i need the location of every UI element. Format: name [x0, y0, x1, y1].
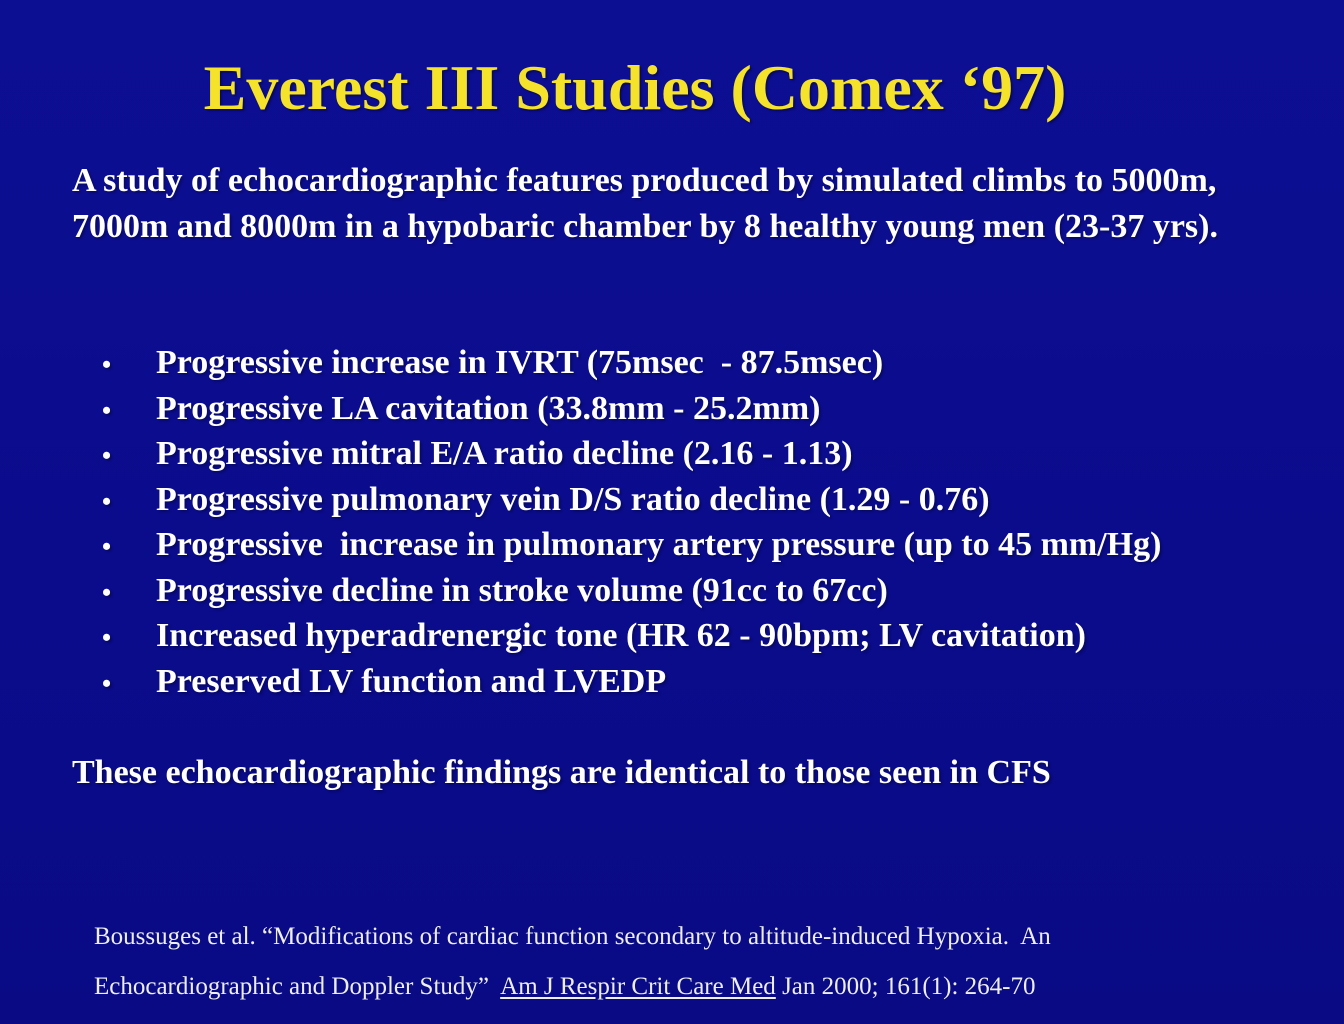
finding-item — [102, 386, 1161, 432]
finding-item — [102, 522, 1161, 568]
finding-text: Increased hyperadrenergic tone (HR 62 - 90bpm; LV cavitation) — [156, 617, 1086, 654]
study-intro: A study of echocardiographic features produced by simulated climbs to 5000m, 7000m and 8000m in a hypobaric chamber by 8 healthy young men (23-37 yrs). — [72, 162, 1218, 245]
finding-text: Preserved LV function and LVEDP — [156, 662, 667, 700]
bullet-icon: • — [102, 350, 112, 379]
finding-item — [102, 613, 1161, 659]
citation-suffix: Jan 2000; 161(1): 264-70 — [775, 973, 1036, 1000]
finding-item — [102, 431, 1161, 477]
finding-item — [102, 340, 1161, 386]
finding-text: Progressive increase in IVRT (75msec - 87.5msec) — [156, 344, 884, 381]
bullet-icon: • — [102, 577, 112, 607]
finding-text: Progressive pulmonary vein D/S ratio decline (1.29 - 0.76) — [156, 480, 990, 518]
bullet-icon: • — [102, 395, 112, 425]
citation-prefix: Echocardiographic and Doppler Study” — [94, 973, 501, 1000]
bullet-icon: • — [102, 441, 112, 470]
conclusion-text: These echocardiographic findings are identical to those seen in CFS — [72, 754, 1051, 791]
bullet-icon: • — [102, 668, 112, 698]
bullet-icon: • — [102, 623, 112, 652]
findings-list — [102, 340, 1161, 704]
slide-title: Everest III Studies (Comex ‘97) — [203, 52, 1067, 123]
finding-text: Progressive mitral E/A ratio decline (2.16 - 1.13) — [156, 435, 853, 472]
bullet-icon: • — [102, 532, 112, 561]
citation-line-2 — [94, 970, 1294, 1004]
bullet-icon: • — [102, 486, 112, 516]
finding-text: Progressive decline in stroke volume (91cc to 67cc) — [156, 571, 888, 609]
citation-line-1: Boussuges et al. “Modifications of cardiac function secondary to altitude-induced Hypoxia. An — [94, 923, 1051, 950]
finding-text: Progressive LA cavitation (33.8mm - 25.2mm) — [156, 389, 821, 427]
journal-name: Am J Respir Crit Care Med — [500, 973, 776, 1000]
finding-item — [102, 659, 1161, 705]
finding-text: Progressive increase in pulmonary artery pressure (up to 45 mm/Hg) — [156, 526, 1162, 563]
finding-item — [102, 477, 1161, 523]
finding-item — [102, 568, 1161, 614]
